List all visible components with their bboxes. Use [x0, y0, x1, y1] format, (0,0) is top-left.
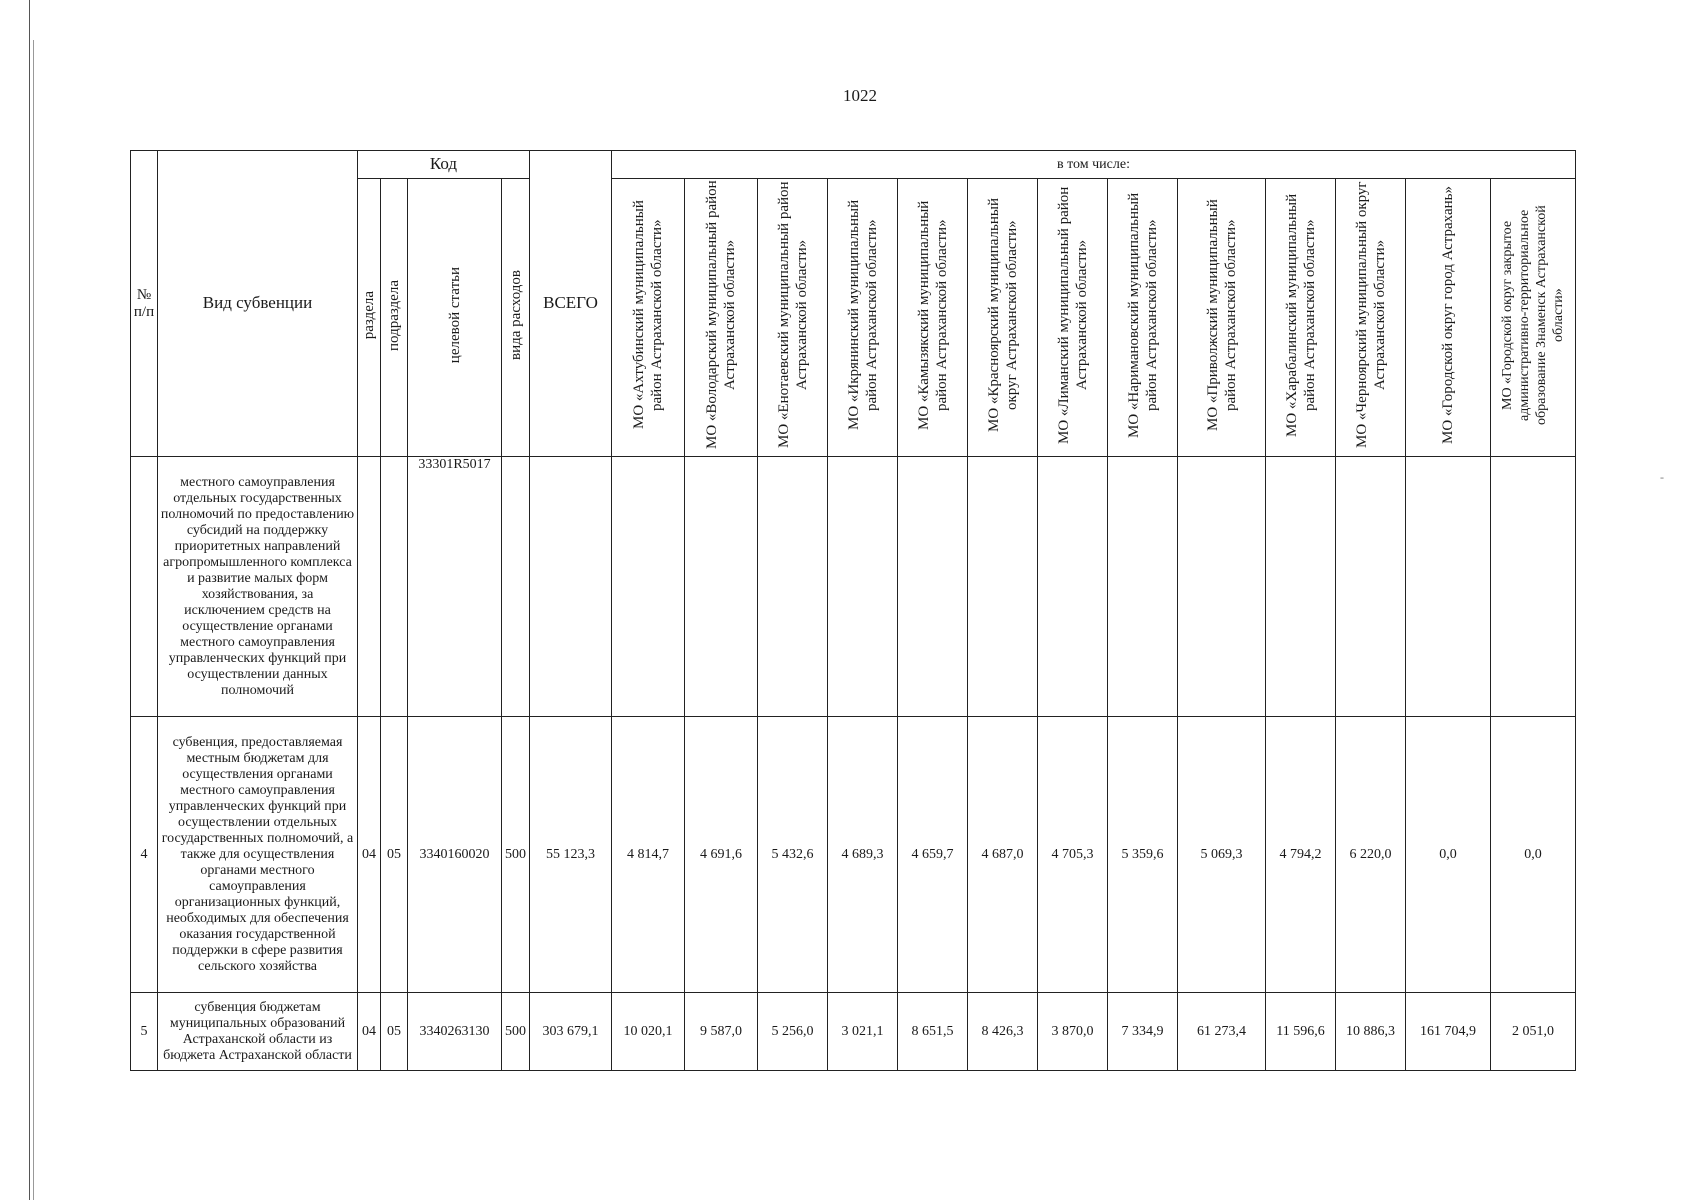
- row-value: 9 587,0: [685, 993, 758, 1071]
- mo-header-label: МО «Наримановский муниципальный район Астраханской области»: [1125, 192, 1160, 438]
- row-target-code: 3340160020: [408, 717, 502, 993]
- row-value: [828, 457, 898, 717]
- row-value: 5 359,6: [1108, 717, 1178, 993]
- row-value: 3 870,0: [1038, 993, 1108, 1071]
- row-value: 8 651,5: [898, 993, 968, 1071]
- mo-header-12: [1491, 179, 1576, 457]
- row-value: 6 220,0: [1336, 717, 1406, 993]
- row-razdel: 04: [358, 717, 381, 993]
- binding-line: [29, 0, 30, 1200]
- binding-line-inner: [33, 40, 34, 1200]
- row-value: 161 704,9: [1406, 993, 1491, 1071]
- table-row: [131, 993, 1576, 1071]
- mo-header-9: [1266, 179, 1336, 457]
- row-total: [530, 457, 612, 717]
- row-vid: 500: [502, 717, 530, 993]
- mo-header-label: МО «Черноярский муниципальный округ Астраханской области»: [1353, 181, 1388, 449]
- row-vid: [502, 457, 530, 717]
- row-num: 4: [131, 717, 158, 993]
- code-col-vid: [502, 179, 530, 457]
- row-value: 61 273,4: [1178, 993, 1266, 1071]
- row-podrazdel: [381, 457, 408, 717]
- row-description: субвенция бюджетам муниципальных образований Астраханской области из бюджета Астраханской области: [158, 993, 358, 1071]
- row-value: [1336, 457, 1406, 717]
- mo-header-4: [898, 179, 968, 457]
- code-col-razdel-label: раздела: [361, 290, 377, 340]
- mo-header-7: [1108, 179, 1178, 457]
- mo-header-10: [1336, 179, 1406, 457]
- row-value: [685, 457, 758, 717]
- row-value: [968, 457, 1038, 717]
- page-number: 1022: [843, 86, 877, 105]
- mo-header-5: [968, 179, 1038, 457]
- row-razdel: [358, 457, 381, 717]
- row-value: 11 596,6: [1266, 993, 1336, 1071]
- type-header-label: Вид субвенции: [202, 292, 313, 312]
- code-header: [358, 151, 530, 179]
- code-col-podrazdel: [381, 179, 408, 457]
- row-value: 4 687,0: [968, 717, 1038, 993]
- row-value: 3 021,1: [828, 993, 898, 1071]
- total-header: [530, 151, 612, 457]
- code-header-label: Код: [429, 153, 458, 173]
- code-col-target-label: целевой статьи: [446, 266, 463, 364]
- mo-header-label: МО «Енотаевский муниципальный район Астраханской области»: [775, 181, 810, 449]
- row-num: 5: [131, 993, 158, 1071]
- row-value: 8 426,3: [968, 993, 1038, 1071]
- mo-header-label: МО «Городской округ закрытое административно-территориальное образование Знаменск Астраханской области»: [1500, 205, 1566, 425]
- row-podrazdel: 05: [381, 993, 408, 1071]
- table-row: [131, 717, 1576, 993]
- row-value: [1406, 457, 1491, 717]
- row-value: 4 659,7: [898, 717, 968, 993]
- row-value: 0,0: [1491, 717, 1576, 993]
- row-value: [1266, 457, 1336, 717]
- row-value: [1108, 457, 1178, 717]
- code-col-razdel: [358, 179, 381, 457]
- row-value: [612, 457, 685, 717]
- row-value: 4 794,2: [1266, 717, 1336, 993]
- mo-header-label: МО «Икрянинский муниципальный район Астраханской области»: [845, 199, 880, 431]
- row-value: 7 334,9: [1108, 993, 1178, 1071]
- mo-header-label: МО «Харабалинский муниципальный район Астраханской области»: [1283, 193, 1318, 437]
- mo-header-6: [1038, 179, 1108, 457]
- row-value: 10 886,3: [1336, 993, 1406, 1071]
- subvention-table: [130, 150, 1576, 1071]
- row-description: субвенция, предоставляемая местным бюджетам для осуществления органами местного самоуправления управленческих функций при осуществлении отдельных государственных полномочий, а также для осуществления органами местного самоуправления организационных функций, необходимых для обеспечения оказания государственной поддержки в сфере развития сельского хозяйства: [158, 717, 358, 993]
- row-value: [1491, 457, 1576, 717]
- num-header: [131, 151, 158, 457]
- including-header: [612, 151, 1576, 179]
- code-col-vid-label: вида расходов: [507, 270, 524, 360]
- mo-header-2: [758, 179, 828, 457]
- row-num: [131, 457, 158, 717]
- row-description: местного самоуправления отдельных государственных полномочий по предоставлению субсидий на поддержку приоритетных направлений агропромышленного комплекса и развитие малых форм хозяйствования, за исключением средств на осуществление органами местного самоуправления управленческих функций при осуществлении данных полномочий: [158, 457, 358, 717]
- row-value: 4 689,3: [828, 717, 898, 993]
- table-row: [131, 457, 1576, 717]
- row-value: 0,0: [1406, 717, 1491, 993]
- row-value: 4 814,7: [612, 717, 685, 993]
- type-header: [158, 151, 358, 457]
- row-value: 4 691,6: [685, 717, 758, 993]
- mo-header-1: [685, 179, 758, 457]
- row-total: 55 123,3: [530, 717, 612, 993]
- num-header-label: № п/п: [133, 286, 155, 320]
- row-razdel: 04: [358, 993, 381, 1071]
- total-header-label: ВСЕГО: [543, 292, 598, 312]
- including-header-label: в том числе:: [1057, 156, 1130, 172]
- row-podrazdel: 05: [381, 717, 408, 993]
- mo-header-3: [828, 179, 898, 457]
- row-target-code: 33301R5017: [408, 457, 502, 717]
- row-value: [898, 457, 968, 717]
- row-value: 10 020,1: [612, 993, 685, 1071]
- row-value: 5 432,6: [758, 717, 828, 993]
- row-value: 4 705,3: [1038, 717, 1108, 993]
- mo-header-0: [612, 179, 685, 457]
- mo-header-label: МО «Городской округ город Астрахань»: [1440, 186, 1456, 444]
- mo-header-label: МО «Лиманский муниципальный район Астраханской области»: [1055, 186, 1090, 444]
- mo-header-label: МО «Красноярский муниципальный округ Астраханской области»: [985, 198, 1020, 433]
- row-value: [1178, 457, 1266, 717]
- code-col-target: [408, 179, 502, 457]
- row-target-code: 3340263130: [408, 993, 502, 1071]
- row-value: 5 256,0: [758, 993, 828, 1071]
- row-vid: 500: [502, 993, 530, 1071]
- code-col-podrazdel-label: подраздела: [386, 279, 402, 351]
- row-value: 2 051,0: [1491, 993, 1576, 1071]
- row-total: 303 679,1: [530, 993, 612, 1071]
- scan-mark: -: [1660, 470, 1664, 484]
- mo-header-8: [1178, 179, 1266, 457]
- mo-header-label: МО «Камызякский муниципальный район Астраханской области»: [915, 200, 950, 430]
- header-row-1: [131, 151, 1576, 179]
- row-value: 5 069,3: [1178, 717, 1266, 993]
- mo-header-label: МО «Володарский муниципальный район Астраханской области»: [704, 180, 738, 450]
- mo-header-11: [1406, 179, 1491, 457]
- mo-header-label: МО «Приволжский муниципальный район Астраханской области»: [1204, 199, 1239, 431]
- row-value: [758, 457, 828, 717]
- mo-header-label: МО «Ахтубинский муниципальный район Астраханской области»: [631, 200, 665, 430]
- row-value: [1038, 457, 1108, 717]
